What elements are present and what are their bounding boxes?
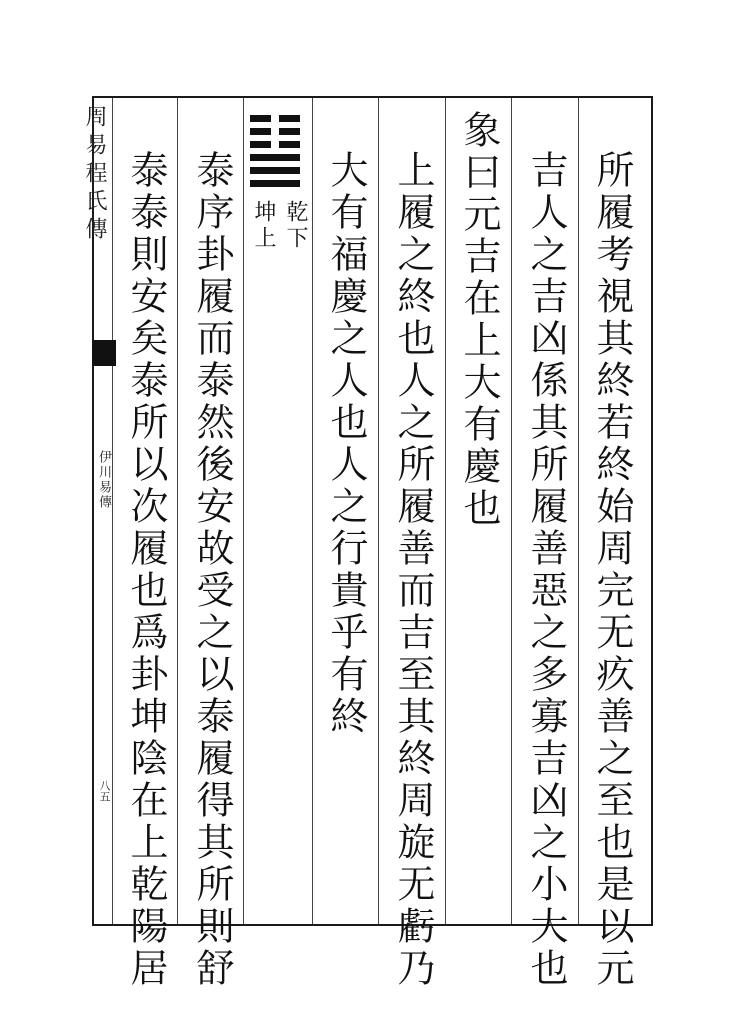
column-divider [243,98,244,924]
column-divider [511,98,512,924]
bottom-border [92,924,652,926]
page-number: 八五 [98,780,111,802]
text-column-3: 象曰元吉在上大有慶也 [457,110,501,530]
book-name: 伊川易傳 [96,450,111,510]
column-divider [445,98,446,924]
column-divider [312,98,313,924]
margin-title: 周易程氏傳 [82,105,107,245]
column-divider [112,98,113,924]
lower-trigram-label: 乾下 [283,200,308,252]
text-column-4: 上履之終也人之所履善而吉至其終周旋无虧乃 [391,150,435,990]
tai-hexagram-icon [250,115,300,193]
column-divider [578,98,579,924]
text-column-7: 泰泰則安矣泰所以次履也爲卦坤陰在上乾陽居 [124,150,168,990]
fish-tail-mark [92,340,116,366]
column-divider [378,98,379,924]
right-border [651,96,653,926]
text-column-2: 吉人之吉凶係其所履善惡之多寡吉凶之小大也 [524,150,568,990]
text-column-1: 所履考視其終若終始周完无疚善之至也是以元 [590,150,634,990]
text-column-6: 泰序卦履而泰然後安故受之以泰履得其所則舒 [190,150,234,990]
column-divider [177,98,178,924]
upper-trigram-label: 坤上 [251,200,276,252]
text-column-5: 大有福慶之人也人之行貴乎有終 [324,150,368,738]
top-border [92,96,652,98]
